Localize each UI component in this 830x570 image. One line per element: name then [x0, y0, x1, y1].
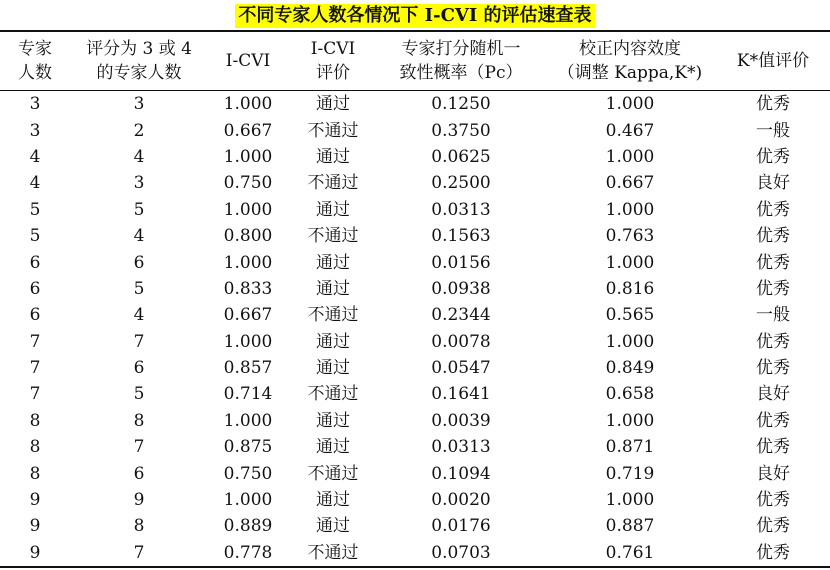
cell-eval: 不通过 — [307, 120, 359, 141]
table-row — [0, 487, 830, 513]
cell-eval: 通过 — [316, 410, 350, 431]
cell-icvi: 0.857 — [223, 358, 273, 379]
cell-rated: 8 — [133, 516, 145, 537]
table-row — [0, 91, 830, 118]
cell-pc: 0.0156 — [431, 252, 491, 273]
cell-kstar: 1.000 — [605, 199, 655, 220]
cell-experts: 4 — [29, 173, 41, 194]
cell-rating: 优秀 — [756, 437, 790, 458]
cell-pc: 0.0313 — [431, 199, 491, 220]
cell-rated: 7 — [133, 437, 145, 458]
column-header-line1: 校正内容效度 — [579, 39, 681, 59]
cell-rated: 6 — [133, 358, 145, 379]
cell-eval: 不通过 — [307, 384, 359, 405]
cell-pc: 0.0625 — [431, 146, 491, 167]
cell-experts: 3 — [29, 94, 41, 115]
cell-eval: 不通过 — [307, 305, 359, 326]
cell-rated: 2 — [133, 120, 145, 141]
cell-eval: 通过 — [316, 490, 350, 511]
cell-rating: 优秀 — [756, 331, 790, 352]
cell-icvi: 0.778 — [223, 542, 273, 563]
cell-eval: 不通过 — [307, 226, 359, 247]
table-body — [0, 91, 830, 568]
cell-pc: 0.0176 — [431, 516, 491, 537]
cell-rated: 4 — [133, 305, 145, 326]
header-row — [0, 31, 830, 91]
table-row — [0, 223, 830, 249]
table-row — [0, 513, 830, 539]
column-header-line1: I-CVI — [225, 51, 271, 71]
table-row — [0, 329, 830, 355]
cell-pc: 0.0547 — [431, 358, 491, 379]
cell-rating: 良好 — [756, 384, 790, 405]
cell-experts: 6 — [29, 278, 41, 299]
cell-icvi: 0.833 — [223, 278, 273, 299]
cell-experts: 8 — [29, 463, 41, 484]
cell-pc: 0.0039 — [431, 410, 491, 431]
cell-rating: 一般 — [756, 120, 790, 141]
column-header-line1: K*值评价 — [736, 51, 810, 71]
cell-rated: 9 — [133, 490, 145, 511]
cell-eval: 不通过 — [307, 542, 359, 563]
cell-rated: 6 — [133, 252, 145, 273]
cell-icvi: 1.000 — [223, 146, 273, 167]
cell-icvi: 1.000 — [223, 199, 273, 220]
cell-pc: 0.1563 — [431, 226, 491, 247]
cell-eval: 通过 — [316, 516, 350, 537]
cell-pc: 0.0703 — [431, 542, 491, 563]
cell-eval: 通过 — [316, 278, 350, 299]
cell-rated: 7 — [133, 331, 145, 352]
cell-experts: 7 — [29, 331, 41, 352]
cell-kstar: 1.000 — [605, 331, 655, 352]
column-header-line1: 专家 — [18, 39, 52, 59]
cell-rated: 4 — [133, 146, 145, 167]
cell-pc: 0.0313 — [431, 437, 491, 458]
column-header-eval — [288, 31, 378, 91]
cell-kstar: 0.658 — [605, 384, 655, 405]
cell-experts: 7 — [29, 358, 41, 379]
cell-icvi: 0.750 — [223, 463, 273, 484]
title-row — [0, 4, 830, 30]
cell-pc: 0.3750 — [431, 120, 491, 141]
table-row — [0, 276, 830, 302]
cell-rating: 优秀 — [756, 542, 790, 563]
cell-icvi: 0.750 — [223, 173, 273, 194]
cell-icvi: 0.889 — [223, 516, 273, 537]
cell-experts: 6 — [29, 252, 41, 273]
cell-rated: 4 — [133, 226, 145, 247]
column-header-line1: 专家打分随机一 — [401, 39, 521, 59]
icvi-table — [0, 30, 830, 568]
cell-icvi: 1.000 — [223, 252, 273, 273]
table-row — [0, 408, 830, 434]
cell-rated: 8 — [133, 410, 145, 431]
cell-experts: 5 — [29, 199, 41, 220]
column-header-rated — [70, 31, 208, 91]
cell-kstar: 0.763 — [605, 226, 655, 247]
cell-icvi: 0.800 — [223, 226, 273, 247]
cell-rating: 优秀 — [756, 226, 790, 247]
cell-kstar: 0.667 — [605, 173, 655, 194]
cell-experts: 3 — [29, 120, 41, 141]
cell-kstar: 0.761 — [605, 542, 655, 563]
cell-kstar: 0.719 — [605, 463, 655, 484]
column-header-line2: 致性概率（Pc） — [399, 63, 523, 83]
cell-icvi: 1.000 — [223, 331, 273, 352]
cell-experts: 4 — [29, 146, 41, 167]
column-header-line1: I-CVI — [310, 39, 356, 59]
cell-pc: 0.0078 — [431, 331, 491, 352]
table-row — [0, 117, 830, 143]
cell-rating: 优秀 — [756, 278, 790, 299]
cell-eval: 不通过 — [307, 463, 359, 484]
cell-kstar: 1.000 — [605, 410, 655, 431]
table-row — [0, 460, 830, 486]
column-header-line2: （调整 Kappa,K*) — [557, 63, 703, 83]
cell-eval: 通过 — [316, 252, 350, 273]
cell-experts: 9 — [29, 490, 41, 511]
table-row — [0, 381, 830, 407]
cell-rated: 7 — [133, 542, 145, 563]
cell-kstar: 1.000 — [605, 490, 655, 511]
cell-rating: 优秀 — [756, 199, 790, 220]
cell-eval: 通过 — [316, 146, 350, 167]
cell-pc: 0.2344 — [431, 305, 491, 326]
cell-icvi: 0.667 — [223, 120, 273, 141]
cell-pc: 0.0020 — [431, 490, 491, 511]
cell-pc: 0.0938 — [431, 278, 491, 299]
table-row — [0, 170, 830, 196]
cell-experts: 5 — [29, 226, 41, 247]
column-header-kstar — [544, 31, 716, 91]
cell-pc: 0.1094 — [431, 463, 491, 484]
cell-rating: 优秀 — [756, 490, 790, 511]
column-header-line2: 人数 — [18, 63, 52, 83]
cell-experts: 8 — [29, 437, 41, 458]
column-header-line2: 的专家人数 — [96, 63, 182, 83]
cell-kstar: 0.849 — [605, 358, 655, 379]
cell-kstar: 1.000 — [605, 146, 655, 167]
table-row — [0, 540, 830, 567]
cell-kstar: 1.000 — [605, 252, 655, 273]
cell-icvi: 0.875 — [223, 437, 273, 458]
cell-kstar: 0.565 — [605, 305, 655, 326]
table-row — [0, 434, 830, 460]
cell-eval: 通过 — [316, 358, 350, 379]
table-row — [0, 144, 830, 170]
cell-rating: 优秀 — [756, 252, 790, 273]
cell-rated: 3 — [133, 94, 145, 115]
cell-kstar: 1.000 — [605, 94, 655, 115]
cell-pc: 0.2500 — [431, 173, 491, 194]
table-row — [0, 302, 830, 328]
cell-rating: 优秀 — [756, 146, 790, 167]
cell-kstar: 0.816 — [605, 278, 655, 299]
cell-icvi: 0.667 — [223, 305, 273, 326]
cell-experts: 7 — [29, 384, 41, 405]
cell-icvi: 1.000 — [223, 94, 273, 115]
cell-pc: 0.1641 — [431, 384, 491, 405]
cell-rating: 优秀 — [756, 516, 790, 537]
table-title: 不同专家人数各情况下 I-CVI 的评估速查表 — [235, 4, 594, 28]
cell-kstar: 0.871 — [605, 437, 655, 458]
cell-eval: 通过 — [316, 199, 350, 220]
cell-icvi: 1.000 — [223, 490, 273, 511]
cell-rated: 5 — [133, 199, 145, 220]
table-row — [0, 355, 830, 381]
cell-kstar: 0.887 — [605, 516, 655, 537]
cell-eval: 通过 — [316, 437, 350, 458]
column-header-experts — [0, 31, 70, 91]
cell-rating: 良好 — [756, 463, 790, 484]
cell-kstar: 0.467 — [605, 120, 655, 141]
cell-experts: 6 — [29, 305, 41, 326]
cell-rating: 一般 — [756, 305, 790, 326]
cell-icvi: 1.000 — [223, 410, 273, 431]
cell-experts: 9 — [29, 542, 41, 563]
cell-rating: 优秀 — [756, 358, 790, 379]
column-header-rating — [716, 31, 830, 91]
cell-rating: 优秀 — [756, 410, 790, 431]
cell-eval: 通过 — [316, 94, 350, 115]
cell-pc: 0.1250 — [431, 94, 491, 115]
column-header-icvi — [208, 31, 288, 91]
table-row — [0, 249, 830, 275]
cell-rating: 优秀 — [756, 94, 790, 115]
column-header-pc — [378, 31, 544, 91]
cell-rated: 6 — [133, 463, 145, 484]
cell-rated: 3 — [133, 173, 145, 194]
cell-rated: 5 — [133, 278, 145, 299]
cell-experts: 8 — [29, 410, 41, 431]
cell-rating: 良好 — [756, 173, 790, 194]
cell-eval: 通过 — [316, 331, 350, 352]
table-row — [0, 197, 830, 223]
column-header-line1: 评分为 3 或 4 — [86, 39, 192, 59]
column-header-line2: 评价 — [316, 63, 350, 83]
cell-rated: 5 — [133, 384, 145, 405]
cell-eval: 不通过 — [307, 173, 359, 194]
cell-experts: 9 — [29, 516, 41, 537]
cell-icvi: 0.714 — [223, 384, 273, 405]
